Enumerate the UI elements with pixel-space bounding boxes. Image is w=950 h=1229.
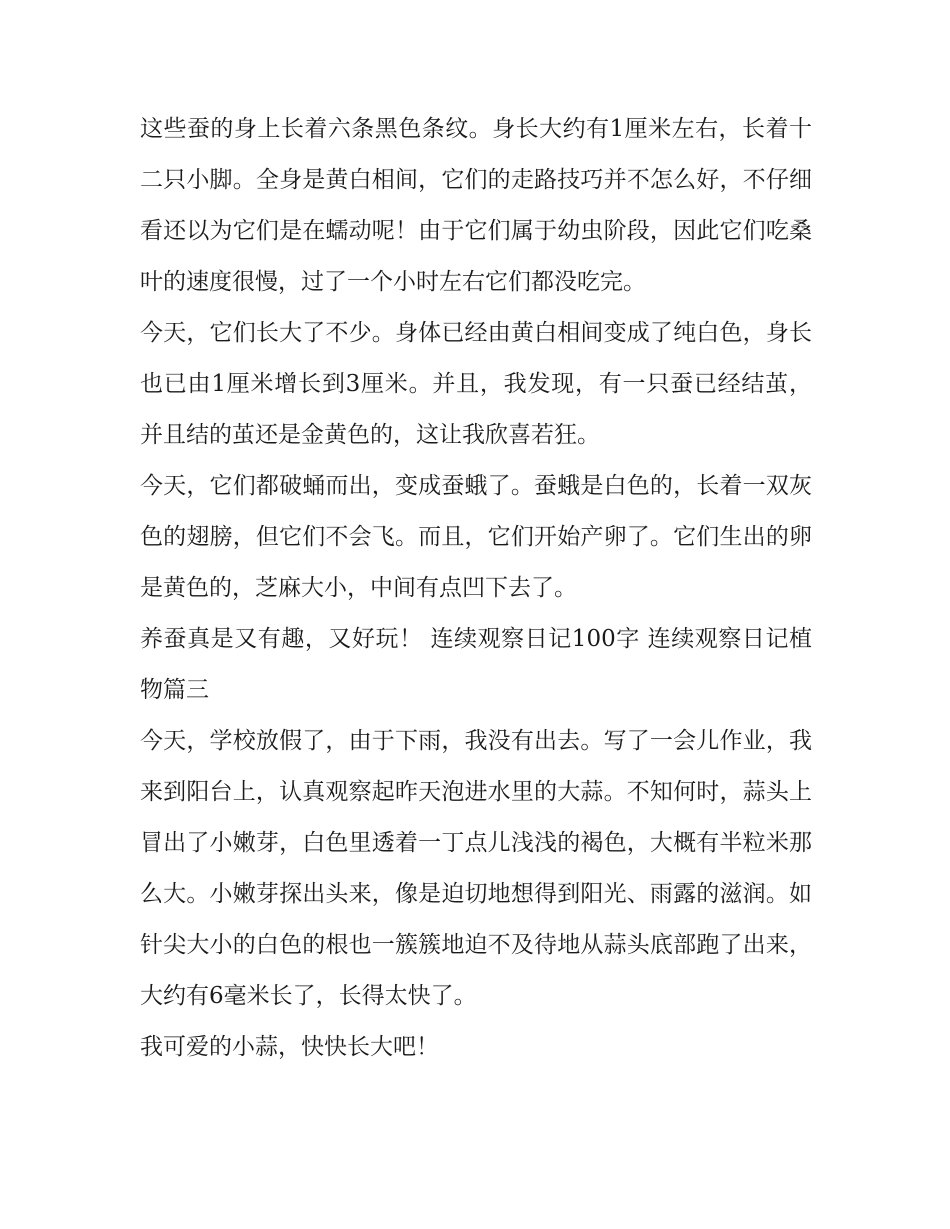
document-body xyxy=(140,104,812,1073)
paragraph-section-heading: 养蚕真是又有趣，又好玩！ 连续观察日记100字 连续观察日记植物篇三 xyxy=(140,626,812,703)
paragraph-silkworm-moth: 今天，它们都破蛹而出，变成蚕蛾了。蚕蛾是白色的，长着一双灰色的翅膀，但它们不会飞。而且，它们开始产卵了。它们生出的卵是黄色的，芝麻大小，中间有点凹下去了。 xyxy=(140,473,812,601)
paragraph-silkworm-description: 这些蚕的身上长着六条黑色条纹。身长大约有1厘米左右，长着十二只小脚。全身是黄白相间，它们的走路技巧并不怎么好，不仔细看还以为它们是在蠕动呢！由于它们属于幼虫阶段，因此它们吃桑叶的速度很慢，过了一个小时左右它们都没吃完。 xyxy=(140,116,812,295)
paragraph-closing: 我可爱的小蒜，快快长大吧！ xyxy=(140,1034,439,1060)
paragraph-garlic-observation: 今天，学校放假了，由于下雨，我没有出去。写了一会儿作业，我来到阳台上，认真观察起昨天泡进水里的大蒜。不知何时，蒜头上冒出了小嫩芽，白色里透着一丁点儿浅浅的褐色，大概有半粒米那么大。小嫩芽探出头来，像是迫切地想得到阳光、雨露的滋润。如针尖大小的白色的根也一簇簇地迫不及待地从蒜头底部跑了出来，大约有6毫米长了，长得太快了。 xyxy=(140,728,812,1009)
paragraph-silkworm-growth: 今天，它们长大了不少。身体已经由黄白相间变成了纯白色，身长也已由1厘米增长到3厘米。并且，我发现，有一只蚕已经结茧，并且结的茧还是金黄色的，这让我欣喜若狂。 xyxy=(140,320,812,448)
